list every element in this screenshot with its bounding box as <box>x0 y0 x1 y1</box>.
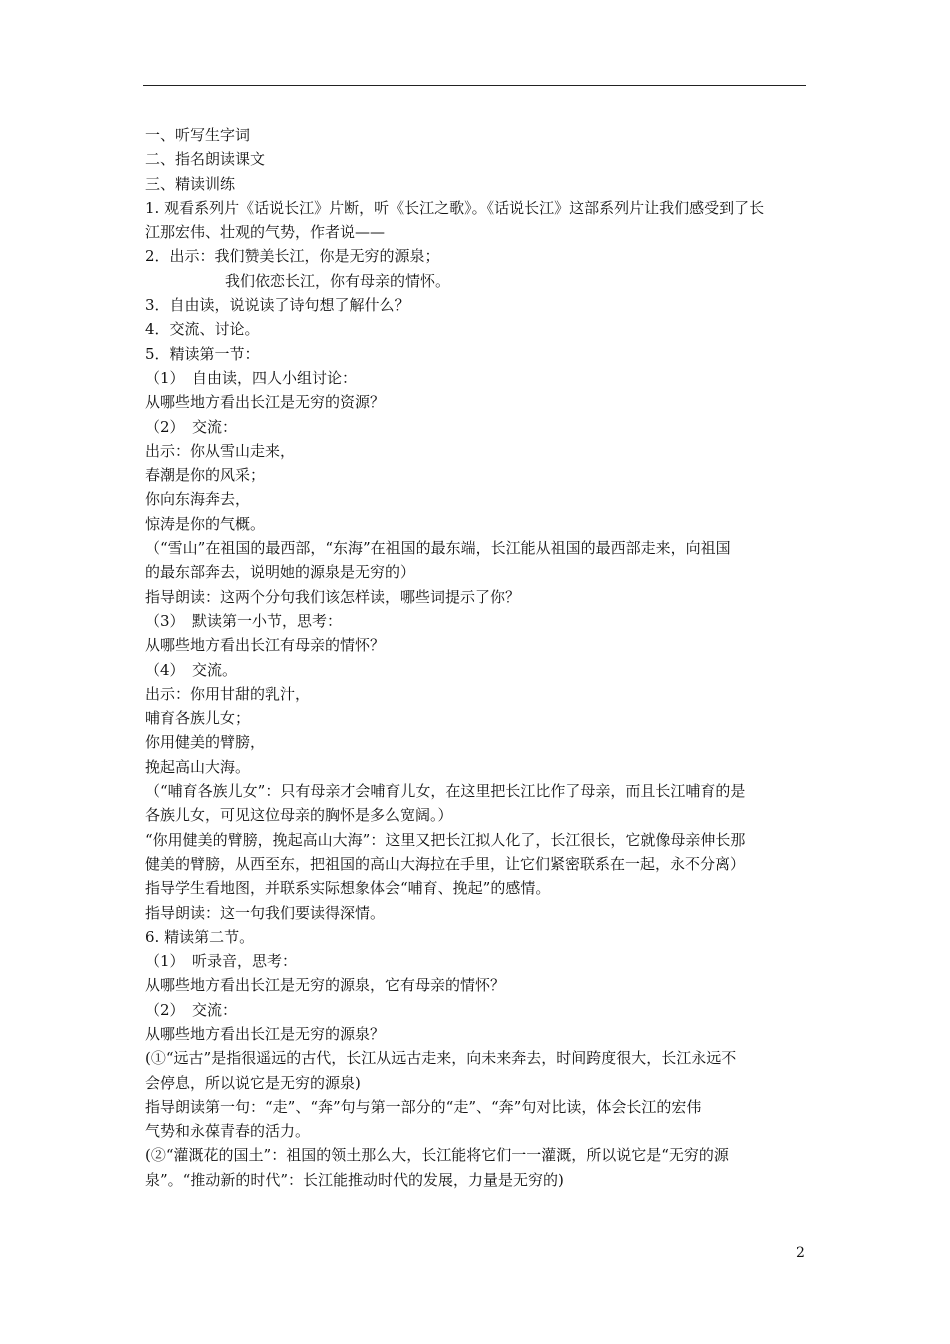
text-line: （2） 交流： <box>145 1000 238 1019</box>
text-line: 指导朗读：这一句我们要读得深情。 <box>145 903 386 922</box>
text-line: 的最东部奔去，说明她的源泉是无穷的） <box>145 563 416 582</box>
text-line: 哺育各族儿女； <box>145 709 251 728</box>
text-line: “你用健美的臂膀，挽起高山大海”：这里又把长江拟人化了，长江很长，它就像母亲伸长那 <box>145 830 746 849</box>
text-line: 你向东海奔去， <box>145 490 251 509</box>
header-rule <box>143 85 806 86</box>
text-line: 健美的臂膀，从西至东，把祖国的高山大海拉在手里，让它们紧密联系在一起，永不分离） <box>145 854 746 873</box>
text-line: （“雪山”在祖国的最西部，“东海”在祖国的最东端，长江能从祖国的最西部走来，向祖国 <box>145 539 731 558</box>
text-line: 出示：你从雪山走来， <box>145 441 296 460</box>
page-number: 2 <box>796 1245 805 1261</box>
text-line: 指导朗读第一句：“走”、“奔”句与第一部分的“走”、“奔”句对比读，体会长江的宏伟 <box>145 1097 702 1116</box>
text-line: 泉”。“推动新的时代”：长江能推动时代的发展，力量是无穷的) <box>145 1170 564 1189</box>
text-line: 从哪些地方看出长江是无穷的源泉，它有母亲的情怀？ <box>145 976 506 995</box>
text-line: 6. 精读第二节。 <box>145 927 255 946</box>
text-line: 指导学生看地图，并联系实际想象体会“哺育、挽起”的感情。 <box>145 879 551 898</box>
text-line: （2） 交流： <box>145 417 238 436</box>
text-line: (①“远古”是指很遥远的古代，长江从远古走来，向未来奔去，时间跨度很大，长江永远不 <box>145 1049 737 1068</box>
text-line: 气势和永葆青春的活力。 <box>145 1122 311 1141</box>
text-line: 各族儿女，可见这位母亲的胸怀是多么宽阔。） <box>145 806 453 825</box>
text-line: 从哪些地方看出长江有母亲的情怀？ <box>145 636 386 655</box>
text-line: （4） 交流。 <box>145 660 238 679</box>
text-line: （“哺育各族儿女”：只有母亲才会哺育儿女，在这里把长江比作了母亲，而且长江哺育的是 <box>145 782 746 801</box>
text-line: 惊涛是你的气概。 <box>145 514 266 533</box>
text-line: 春潮是你的风采； <box>145 466 266 485</box>
text-line: 从哪些地方看出长江是无穷的源泉？ <box>145 1024 386 1043</box>
text-line: 5．精读第一节： <box>145 344 260 363</box>
text-line: 3．自由读，说说读了诗句想了解什么？ <box>145 296 410 315</box>
text-line: 会停息，所以说它是无穷的源泉) <box>145 1073 361 1092</box>
text-line: 挽起高山大海。 <box>145 757 251 776</box>
text-line: (②“灌溉花的国土”：祖国的领土那么大，长江能将它们一一灌溉，所以说它是“无穷的源 <box>145 1146 729 1165</box>
text-line: 2．出示：我们赞美长江，你是无穷的源泉； <box>145 247 440 266</box>
text-line: 二、指名朗读课文 <box>145 150 266 169</box>
text-line: （3） 默读第一小节，思考： <box>145 611 343 630</box>
text-line: 1. 观看系列片《话说长江》片断，听《长江之歌》。《话说长江》这部系列片让我们感受到了长 <box>145 198 765 217</box>
text-line: 指导朗读：这两个分句我们该怎样读，哪些词提示了你？ <box>145 587 521 606</box>
text-line: （1） 听录音，思考： <box>145 952 298 971</box>
text-line: 三、精读训练 <box>145 174 236 193</box>
text-line: （1） 自由读，四人小组讨论： <box>145 368 358 387</box>
text-line: 你用健美的臂膀， <box>145 733 266 752</box>
document-body <box>145 123 810 1192</box>
text-line: 江那宏伟、壮观的气势，作者说—— <box>145 223 386 242</box>
text-line: 我们依恋长江，你有母亲的情怀。 <box>225 271 451 290</box>
text-line: 一、听写生字词 <box>145 126 251 144</box>
text-line: 4．交流、讨论。 <box>145 320 260 339</box>
text-line: 从哪些地方看出长江是无穷的资源？ <box>145 393 386 412</box>
text-line: 出示：你用甘甜的乳汁， <box>145 684 311 703</box>
